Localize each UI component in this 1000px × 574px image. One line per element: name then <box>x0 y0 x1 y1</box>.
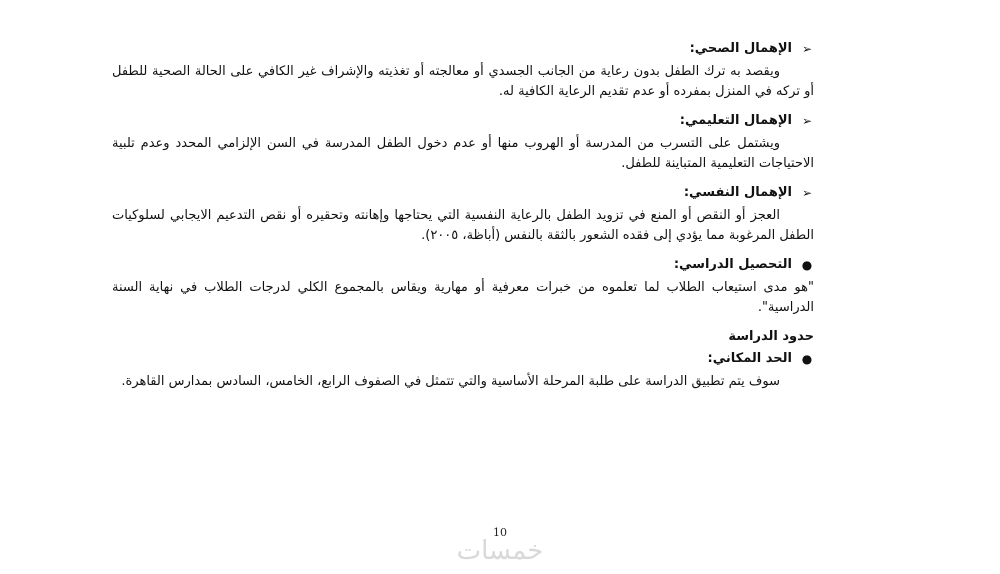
section-heading-spatial-limit <box>112 350 814 368</box>
section-body-spatial-limit: سوف يتم تطبيق الدراسة على طلبة المرحلة الأساسية والتي تتمثل في الصفوف الرابع، الخامس، السادس بمدارس القاهرة. <box>121 374 780 389</box>
section-body-academic-achievement: "هو مدى استيعاب الطلاب لما تعلموه من خبرات معرفية أو مهارية ويقاس بالمجموع الكلي لدرجات الطلاب في نهاية السنة الدراسية". <box>112 280 814 315</box>
heading-text: حدود الدراسة <box>728 329 814 344</box>
section-heading-psychological-neglect <box>112 184 814 202</box>
section-body-educational-neglect: ويشتمل على التسرب من المدرسة أو الهروب منها أو عدم دخول الطفل المدرسة في السن الإلزامي المحدد وعدم تلبية الاحتياجات التعليمية المتباينة للطفل. <box>112 136 814 171</box>
heading-text: الإهمال التعليمي: <box>679 113 792 128</box>
section-heading-study-limits <box>112 328 814 346</box>
heading-text: الحد المكاني: <box>707 351 792 366</box>
document-content <box>112 40 814 402</box>
heading-text: الإهمال النفسي: <box>683 185 792 200</box>
circle-bullet-icon: ● <box>801 258 813 272</box>
section-body-psychological-neglect: العجز أو النقص أو المنع في تزويد الطفل بالرعاية النفسية التي يحتاجها وإهانته وتحقيره أو نقص التدعيم الايجابي لسلوكيات الطفل المرغوبة مما يؤدي إلى فقده الشعور بالثقة بالنفس (أباظة، ٢٠٠٥). <box>112 208 814 243</box>
heading-text: التحصيل الدراسي: <box>673 257 792 272</box>
circle-bullet-icon: ● <box>801 352 813 366</box>
arrow-bullet-icon: ➢ <box>801 186 813 200</box>
heading-text: الإهمال الصحي: <box>689 41 792 56</box>
arrow-bullet-icon: ➢ <box>801 42 813 56</box>
section-body-health-neglect: ويقصد به ترك الطفل بدون رعاية من الجانب الجسدي أو معالجته أو تغذيته والإشراف غير الكافي على الحالة الصحية للطفل أو تركه في المنزل بمفرده أو عدم تقديم الرعاية الكافية له. <box>112 64 814 99</box>
arrow-bullet-icon: ➢ <box>801 114 813 128</box>
section-heading-academic-achievement <box>112 256 814 274</box>
section-heading-educational-neglect <box>112 112 814 130</box>
page-number: 10 <box>493 526 507 539</box>
section-heading-health-neglect <box>112 40 814 58</box>
watermark-logo: خمسات <box>456 536 544 566</box>
